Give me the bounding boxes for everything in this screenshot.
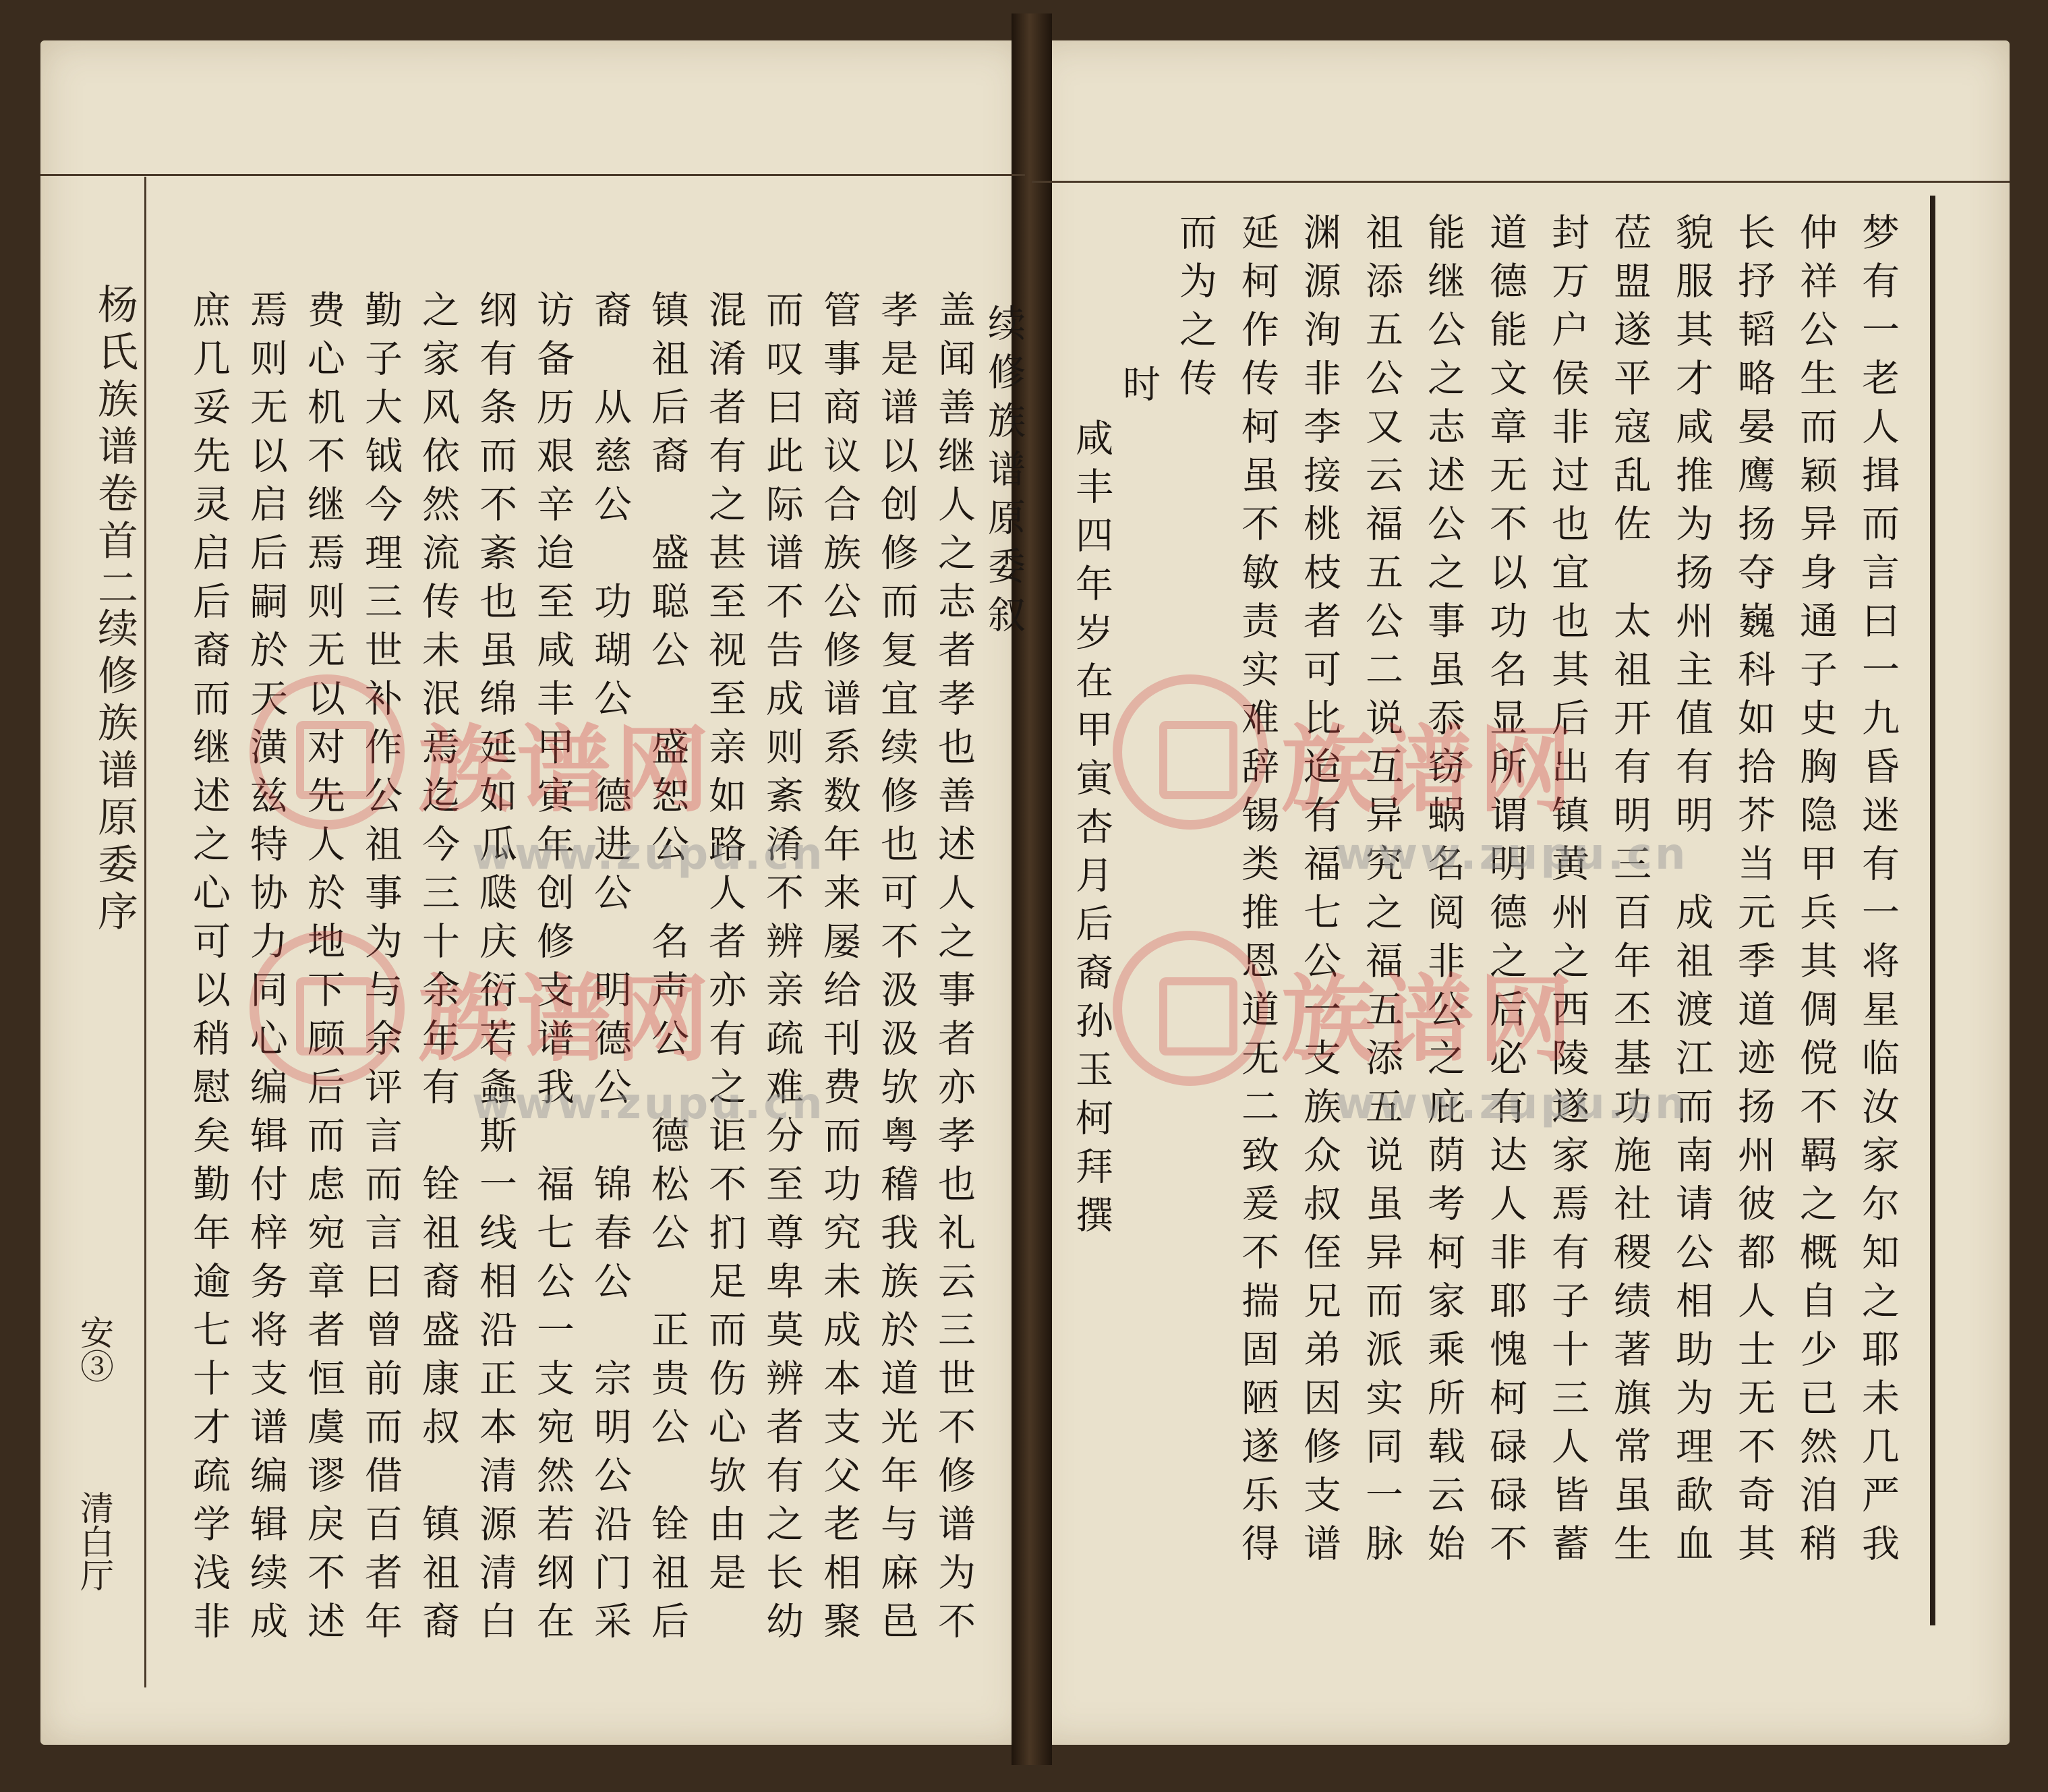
right-col-4: 貌服其才咸推为扬州主值有明 成祖渡江而南请公相助为理歃血: [1670, 212, 1714, 1572]
left-top-rule: [40, 174, 1025, 176]
left-col-4: 而叹曰此际谱不告成则紊淆不辨亲疏难分至尊卑莫辨者有之长幼: [760, 290, 804, 1650]
right-col-12: 而为之传: [1173, 212, 1217, 407]
right-col-10: 渊源洵非李接桃枝者可比迨有福七公一支族众叔侄兄弟因修支谱: [1297, 212, 1341, 1572]
watermark-logo: 族谱网: [418, 716, 714, 826]
left-col-14: 庶几妥先灵启后裔而继述之心可以稍慰矣勤年逾七十才疏学浅非: [187, 290, 231, 1650]
left-col-7: 裔 从慈公 功瑚公 德进公 明德公 锦春公 宗明公沿门采: [588, 290, 632, 1650]
right-col-6: 封万户侯非过也宜也其后出镇黄州之西陵遂家焉有子十三人皆蓄: [1546, 212, 1589, 1572]
watermark-seal-icon: [250, 931, 405, 1086]
left-col-9: 纲有条而不紊也虽绵延如瓜瓞庆衍若螽斯一线相沿正本清源清白: [473, 290, 517, 1650]
watermark-seal-icon: [1113, 674, 1268, 830]
left-col-3: 管事商议合族公修谱系数年来屡给刊费而功究未成本支父老相聚: [817, 290, 861, 1650]
watermark-url: www.zupu.cn: [472, 830, 825, 879]
book-spine: [1012, 13, 1052, 1765]
watermark-logo: 族谱网: [418, 965, 714, 1075]
left-col-10: 之家风依然流传未泯焉迄今三十余年有 铨祖裔盛康叔 镇祖裔: [416, 290, 460, 1650]
right-col-1: 梦有一老人揖而言曰一九昏迷有一将星临汝家尔知之耶未几严我: [1856, 212, 1900, 1572]
right-col-2: 仲祥公生而颖异身通子史胸隐甲兵其倜傥不羁之概自少已然洎稍: [1794, 212, 1838, 1572]
left-col-5: 混淆者有之甚至视至亲如路人者亦有之讵不扪足而伤心欤由是: [703, 290, 747, 1601]
left-col-6: 镇祖后裔 盛聪公 盛恕公 名声公 德松公 正贵公 铨祖后: [645, 290, 689, 1650]
right-col-7: 道德能文章无不以功名显所谓明德之后必有达人非耶愧柯碌碌不: [1484, 212, 1527, 1572]
watermark-url: www.zupu.cn: [472, 1079, 825, 1129]
watermark-seal-icon: [250, 674, 405, 830]
left-col-12: 费心机不继焉则无以对先人於地下顾后而虑宛章者恒虞谬戾不述: [301, 290, 345, 1650]
right-col-5: 莅盟遂平寇乱佐 太祖开有明三百年丕基功施社稷绩著旗常虽生: [1608, 212, 1651, 1572]
watermark-logo: 族谱网: [1281, 965, 1577, 1075]
left-margin-rule: [144, 177, 146, 1687]
left-col-13: 焉则无以启后嗣於天潢兹特协力同心编辑付梓务将支谱编辑续成: [244, 290, 288, 1650]
watermark-seal-icon: [1113, 931, 1268, 1086]
page-number: 安③: [75, 1315, 114, 1383]
right-col-date-author: 咸丰四年岁在甲寅杏月后裔孙玉柯拜撰: [1070, 418, 1113, 1244]
right-col-8: 能继公之志述公之事虽忝窃蜗名阅非公之庇荫考柯家乘所载云始: [1422, 212, 1465, 1572]
right-col-time: 时: [1117, 364, 1161, 413]
left-col-1: 盖闻善继人之志者孝也善述人之事者亦孝也礼云三世不修谱为不: [932, 290, 976, 1650]
watermark-url: www.zupu.cn: [1335, 1079, 1689, 1129]
watermark-url: www.zupu.cn: [1335, 830, 1689, 879]
side-subtitle: 续修族谱原委序: [91, 607, 138, 937]
hall-name: 清白厅: [75, 1491, 114, 1592]
left-col-8: 访备历艰辛迨至咸丰甲寅年创修支谱我 福七公一支宛然若纲在: [531, 290, 575, 1650]
left-col-11: 勤子大钺今理三世补作公祖事为与余评言而言曰曾前而借百者年: [359, 290, 403, 1650]
right-col-11: 延柯作传柯虽不敏责实难辞锡类推恩道无二致爰不揣固陋遂乐得: [1235, 212, 1279, 1572]
right-top-rule: [1032, 181, 2010, 183]
side-title: 杨氏族谱卷首二: [91, 283, 138, 614]
left-col-2: 孝是谱以创修而复宜续修也可不汲汲欤粤稽我族於道光年与麻邑: [875, 290, 918, 1650]
watermark-logo: 族谱网: [1281, 716, 1577, 826]
right-col-9: 祖添五公又云福五公二说互异究之福五添五说虽异而派实同一脉: [1359, 212, 1403, 1572]
right-margin-rule: [1930, 196, 1935, 1625]
section-heading: 续修族谱原委叙: [982, 304, 1026, 643]
right-col-3: 长抒韬略晏鹰扬夺巍科如拾芥当元季道迹扬州彼都人士无不奇其: [1732, 212, 1776, 1572]
